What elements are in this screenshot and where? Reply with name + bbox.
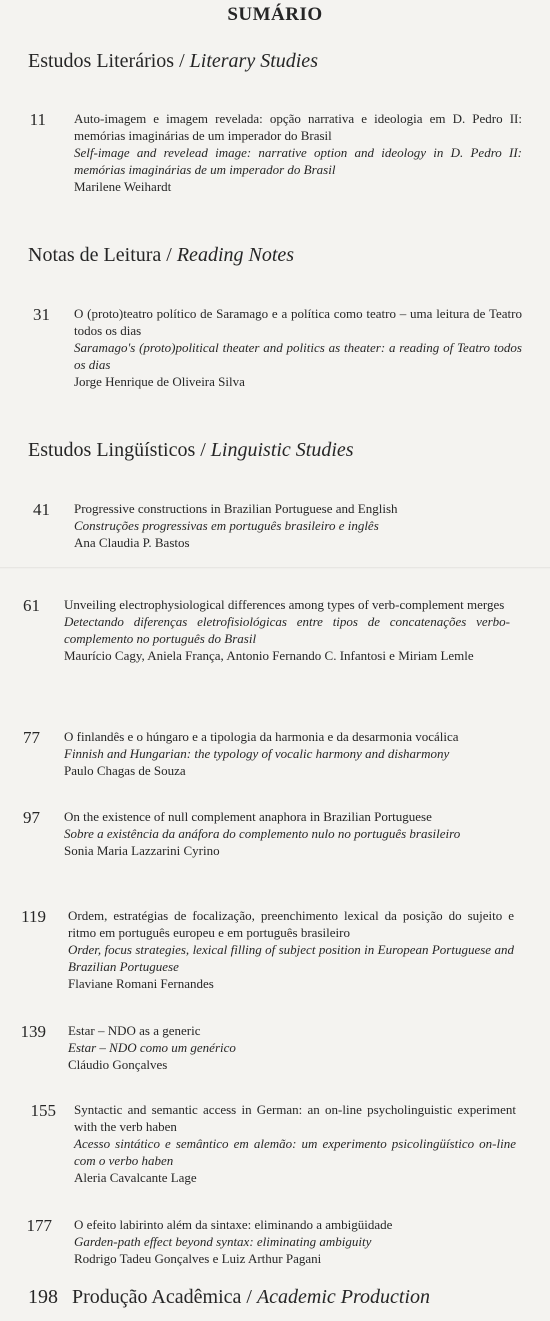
page-number: 31 (33, 305, 50, 324)
entry-author: Maurício Cagy, Aniela França, Antonio Fernando C. Infantosi e Miriam Lemle (64, 648, 474, 663)
entry-title-pt: Syntactic and semantic access in German: an on-line psycholinguistic experiment with the verb haben (74, 1102, 516, 1134)
entry-text (64, 808, 512, 859)
entry-title-pt: O efeito labirinto além da sintaxe: eliminando a ambigüidade (74, 1217, 393, 1232)
entry-title-pt: Produção Acadêmica / (72, 1286, 252, 1308)
entry-author: Paulo Chagas de Souza (64, 763, 186, 778)
entry-title-pt: On the existence of null complement anaphora in Brazilian Portuguese (64, 809, 432, 824)
entry-title-en: Acesso sintático e semântico em alemão: um experimento psicolingüístico on-line com o verbo haben (74, 1136, 516, 1168)
entry-title-en: Finnish and Hungarian: the typology of vocalic harmony and disharmony (64, 746, 450, 761)
entry-title-en: Detectando diferenças eletrofisiológicas entre tipos de concatenações verbo-complemento no português do Brasil (64, 614, 510, 646)
entry-author: Cláudio Gonçalves (68, 1057, 168, 1072)
entry-text (64, 596, 510, 664)
entry-title-pt: O finlandês e o húngaro e a tipologia da harmonia e da desarmonia vocálica (64, 729, 459, 744)
entry-title-pt: Auto-imagem e imagem revelada: opção narrativa e ideologia em D. Pedro II: memórias imaginárias de um imperador do Brasil (74, 111, 522, 143)
section-heading-linguistic (28, 439, 354, 462)
page-title: SUMÁRIO (227, 4, 323, 25)
entry-text (74, 1101, 516, 1186)
entry-title-en: Academic Production (256, 1286, 431, 1308)
page-number: 155 (30, 1101, 56, 1120)
entry-author: Ana Claudia P. Bastos (74, 535, 190, 550)
entry-title-pt: Unveiling electrophysiological differences among types of verb-complement merges (64, 597, 505, 612)
page-number: 11 (29, 110, 46, 129)
page-break-divider (0, 567, 550, 569)
entry-title-en: Sobre a existência da anáfora do complemento nulo no português brasileiro (64, 826, 461, 841)
page-number: 139 (20, 1022, 46, 1041)
entry-title-pt: O (proto)teatro político de Saramago e a política como teatro – uma leitura de Teatro todos os dias (74, 306, 522, 338)
page-number: 119 (21, 907, 46, 926)
entry-author: Flaviane Romani Fernandes (68, 976, 214, 991)
entry-title-en: Order, focus strategies, lexical filling of subject position in European Portuguese and Brazilian Portuguese (68, 942, 514, 974)
page-number: 41 (33, 500, 50, 519)
entry-text (74, 1216, 522, 1267)
page-number: 198 (28, 1286, 58, 1308)
entry-author: Jorge Henrique de Oliveira Silva (74, 374, 245, 389)
page-number: 97 (23, 808, 40, 827)
entry-text (68, 907, 514, 992)
page-number: 77 (23, 728, 40, 747)
entry-author: Sonia Maria Lazzarini Cyrino (64, 843, 220, 858)
page-number: 61 (23, 596, 40, 615)
entry-title-pt: Progressive constructions in Brazilian Portuguese and English (74, 501, 398, 516)
section-heading-literary (28, 50, 318, 73)
entry-author: Marilene Weihardt (74, 179, 172, 194)
entry-text (74, 500, 522, 551)
section-title-pt: Notas de Leitura / (28, 244, 172, 266)
entry-title-en: Construções progressivas em português brasileiro e inglês (74, 518, 379, 533)
entry-title-en: Self-image and revelead image: narrative option and ideology in D. Pedro II: memórias imaginárias de um imperador do Brasil (74, 145, 522, 177)
entry-title-pt: Ordem, estratégias de focalização, preenchimento lexical da posição do sujeito e ritmo em português europeu e em português brasileiro (68, 908, 514, 940)
section-title-en: Linguistic Studies (210, 439, 354, 461)
section-heading-reading-notes (28, 244, 294, 267)
entry-title-pt: Estar – NDO as a generic (68, 1023, 201, 1038)
entry-author: Rodrigo Tadeu Gonçalves e Luiz Arthur Pagani (74, 1251, 322, 1266)
entry-text (74, 305, 522, 390)
entry-title (72, 1286, 430, 1309)
entry-text (68, 1022, 514, 1073)
entry-text (64, 728, 514, 779)
entry-title-en: Saramago's (proto)political theater and politics as theater: a reading of Teatro todos os dias (74, 340, 522, 372)
section-title-pt: Estudos Literários / (28, 50, 185, 72)
page-number: 177 (26, 1216, 52, 1235)
section-title-pt: Estudos Lingüísticos / (28, 439, 206, 461)
entry-title-en: Garden-path effect beyond syntax: eliminating ambiguity (74, 1234, 372, 1249)
section-title-en: Reading Notes (176, 244, 295, 266)
entry-title-en: Estar – NDO como um genérico (68, 1040, 236, 1055)
section-title-en: Literary Studies (189, 50, 318, 72)
entry-author: Aleria Cavalcante Lage (74, 1170, 197, 1185)
entry-text (74, 110, 522, 195)
